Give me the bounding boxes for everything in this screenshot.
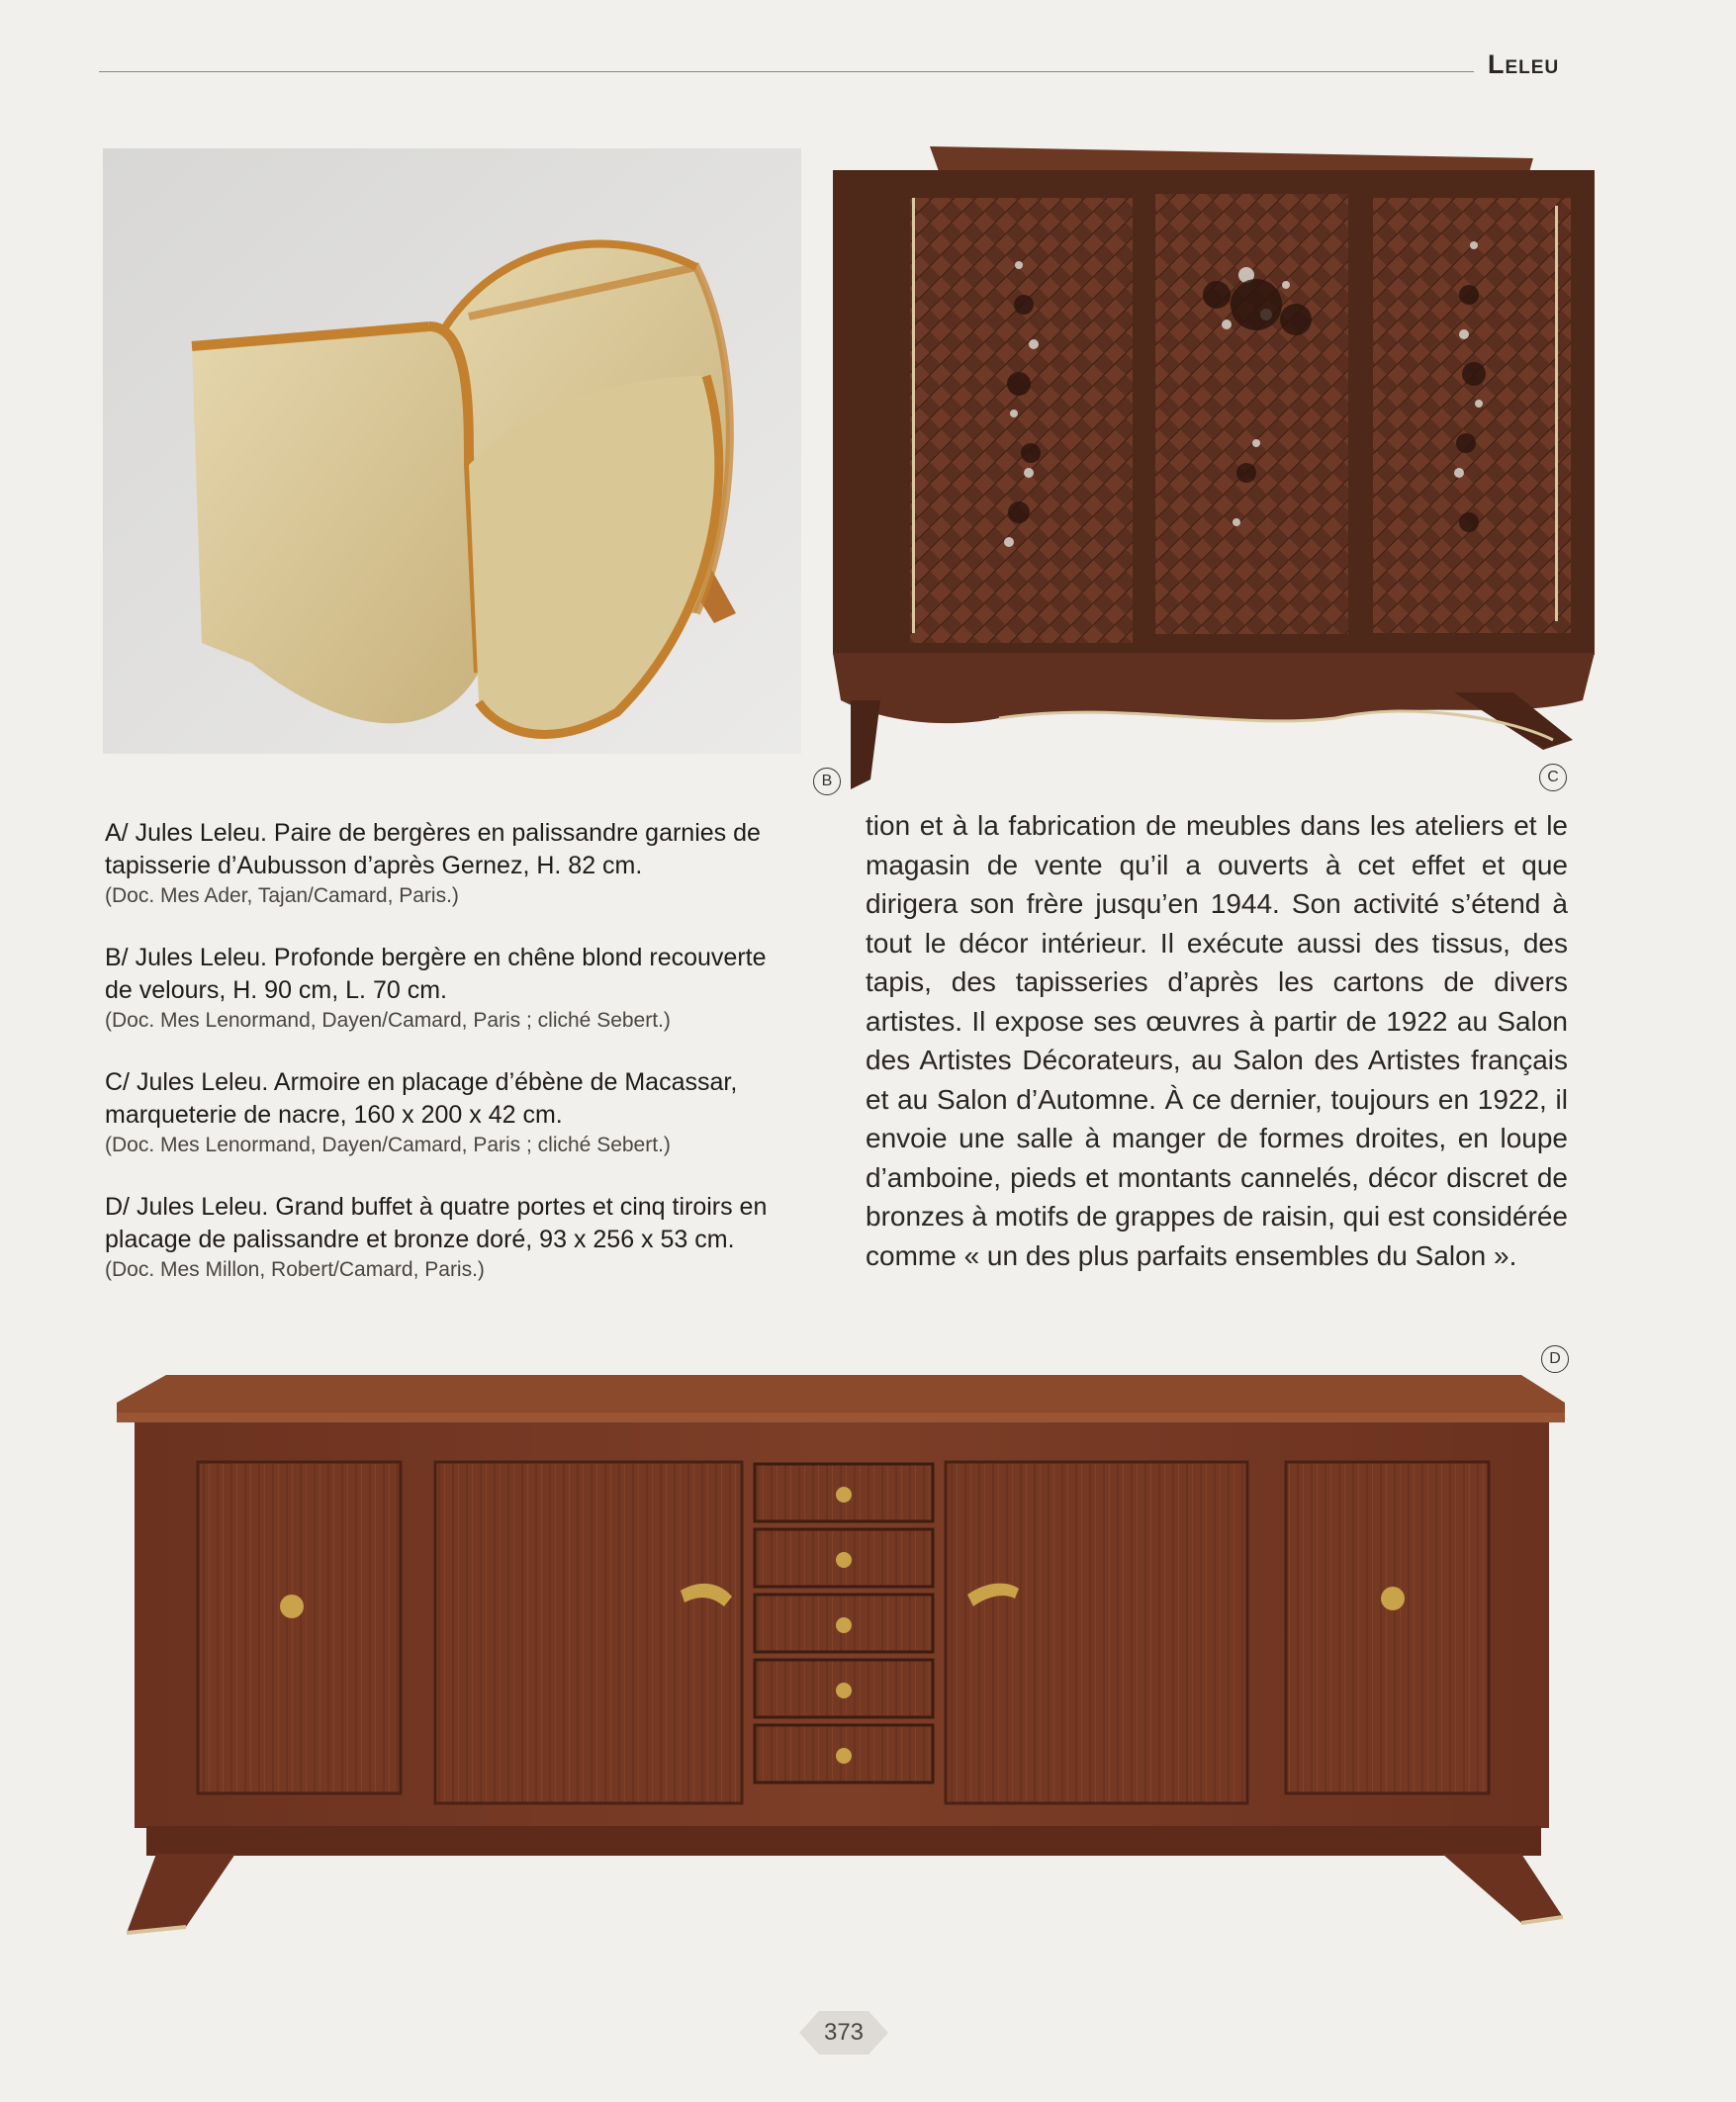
running-header: Leleu [1488,49,1560,79]
photo-armchair [103,148,801,754]
caption-b [105,942,797,1035]
caption-title: C/ Jules Leleu. Armoire en placage d’ébène de Macassar, marqueterie de nacre, 160 x 200 x 42 cm. [105,1068,738,1129]
caption-title: D/ Jules Leleu. Grand buffet à quatre portes et cinq tiroirs en placage de palissandre et bronze doré, 93 x 256 x 53 cm. [105,1193,768,1253]
photo-armoire [821,146,1595,789]
body-paragraph: tion et à la fabrication de meubles dans les ateliers et le magasin de vente qu’il a ouverts à cet effet et que dirigera son frère jusqu’en 1944. Son activité s’étend à tout le décor intérieur. Il exécute aussi des tissus, des tapis, des tapisseries d’après les cartons de divers artistes. Il expose ses œuvres à partir de 1922 au Salon des Artistes Décorateurs, au Salon des Artistes français et au Salon d’Automne. À ce dernier, toujours en 1922, il envoie une salle à manger de formes droites, en loupe d’amboine, pieds et montants cannelés, décor discret de bronzes à motifs de grappes de raisin, qui est considérée comme « un des plus parfaits ensembles du Salon ». [866,810,1568,1271]
caption-list [105,817,797,1316]
photo-sideboard [117,1373,1567,1937]
caption-credit: (Doc. Mes Ader, Tajan/Camard, Paris.) [105,884,459,907]
page-number-badge [799,2008,888,2057]
plate-marker-d: D [1541,1345,1569,1373]
plate-marker-c: C [1539,764,1567,791]
caption-title: A/ Jules Leleu. Paire de bergères en palissandre garnies de tapisserie d’Aubusson d’après Gernez, H. 82 cm. [105,819,761,879]
caption-credit: (Doc. Mes Lenormand, Dayen/Camard, Paris ; cliché Sebert.) [105,1009,671,1032]
caption-a [105,817,797,910]
header-rule [99,71,1474,72]
caption-d [105,1191,797,1284]
page-number: 373 [823,2019,865,2046]
caption-title: B/ Jules Leleu. Profonde bergère en chêne blond recouverte de velours, H. 90 cm, L. 70 cm. [105,944,767,1004]
caption-c [105,1066,797,1159]
caption-credit: (Doc. Mes Lenormand, Dayen/Camard, Paris ; cliché Sebert.) [105,1134,671,1156]
caption-credit: (Doc. Mes Millon, Robert/Camard, Paris.) [105,1258,485,1281]
plate-marker-b: B [813,768,841,795]
